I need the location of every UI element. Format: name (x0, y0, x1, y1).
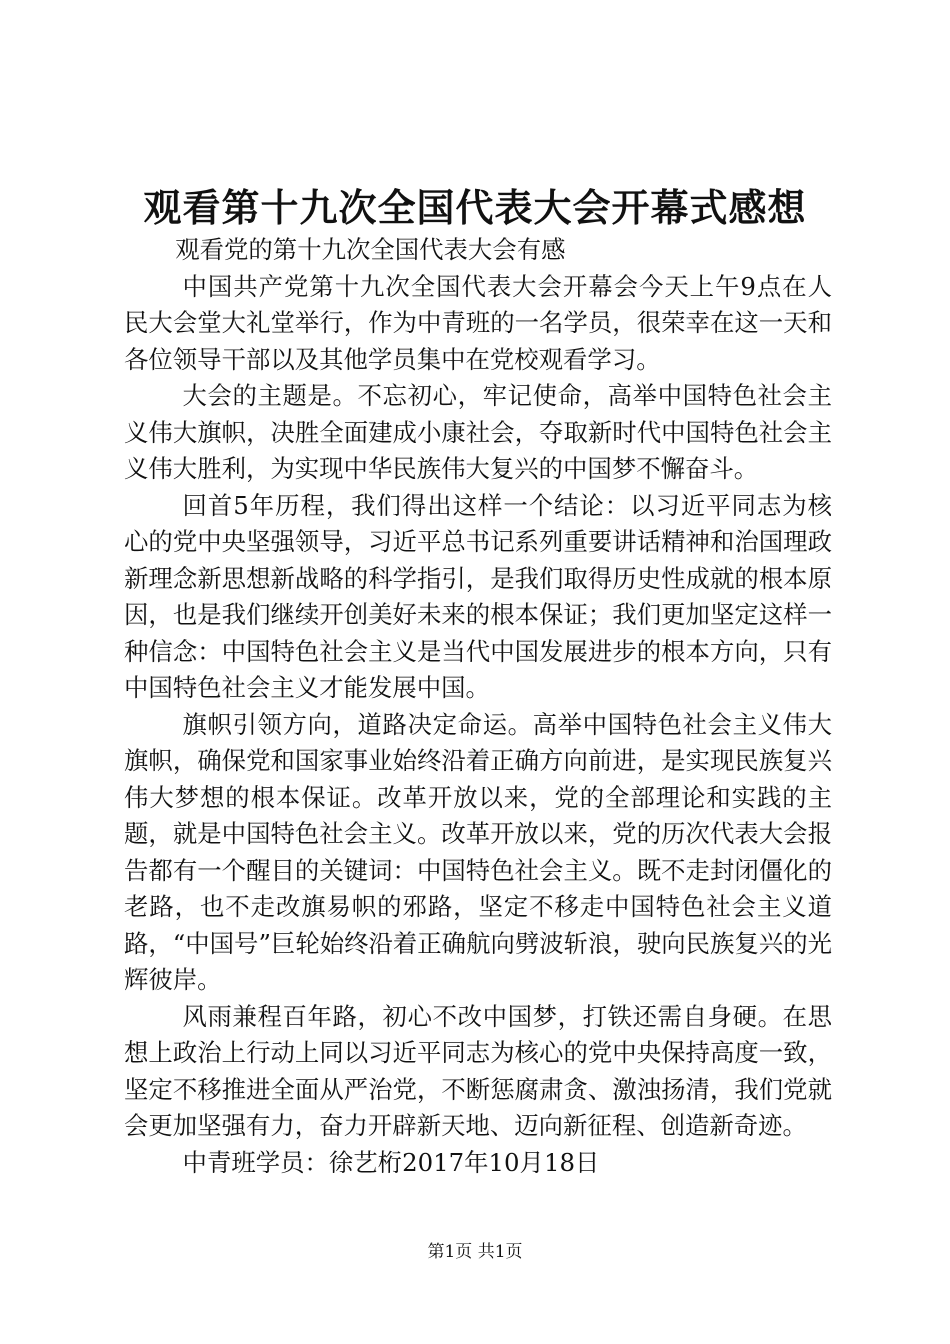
page-footer: 第1页 共1页 (427, 1242, 523, 1262)
paragraph-4: 旗帜引领方向，道路决定命运。高举中国特色社会主义伟大旗帜，确保党和国家事业始终沿着正确方向前进，是实现民族复兴伟大梦想的根本保证。改革开放以来，党的全部理论和实践的主题，就是中国特色社会主义。改革开放以来，党的历次代表大会报告都有一个醒目的关键词：中国特色社会主义。既不走封闭僵化的老路，也不走改旗易帜的邪路，坚定不移走中国特色社会主义道路，“中国号”巨轮始终沿着正确航向劈波斩浪，驶向民族复兴的光辉彼岸。 (124, 709, 832, 994)
document-subtitle: 观看党的第十九次全国代表大会有感 (175, 235, 566, 264)
document-body (124, 232, 832, 1181)
signature-line: 中青班学员：徐艺桁2017年10月18日 (182, 1147, 600, 1177)
document-title: 观看第十九次全国代表大会开幕式感想 (143, 185, 807, 230)
paragraph-3: 回首5年历程，我们得出这样一个结论：以习近平同志为核心的党中央坚强领导，习近平总书记系列重要讲话精神和治国理政新理念新思想新战略的科学指引，是我们取得历史性成就的根本原因，也是我们继续开创美好未来的根本保证；我们更加坚定这样一种信念：中国特色社会主义是当代中国发展进步的根本方向，只有中国特色社会主义才能发展中国。 (124, 490, 832, 702)
paragraph-1: 中国共产党第十九次全国代表大会开幕会今天上午9点在人民大会堂大礼堂举行，作为中青班的一名学员，很荣幸在这一天和各位领导干部以及其他学员集中在党校观看学习。 (124, 271, 832, 374)
paragraph-2: 大会的主题是。不忘初心，牢记使命，高举中国特色社会主义伟大旗帜，决胜全面建成小康社会，夺取新时代中国特色社会主义伟大胜利，为实现中华民族伟大复兴的中国梦不懈奋斗。 (124, 381, 832, 483)
paragraph-5: 风雨兼程百年路，初心不改中国梦，打铁还需自身硬。在思想上政治上行动上同以习近平同志为核心的党中央保持高度一致，坚定不移推进全面从严治党，不断惩腐肃贪、激浊扬清，我们党就会更加坚强有力，奋力开辟新天地、迈向新征程、创造新奇迹。 (124, 1001, 832, 1140)
